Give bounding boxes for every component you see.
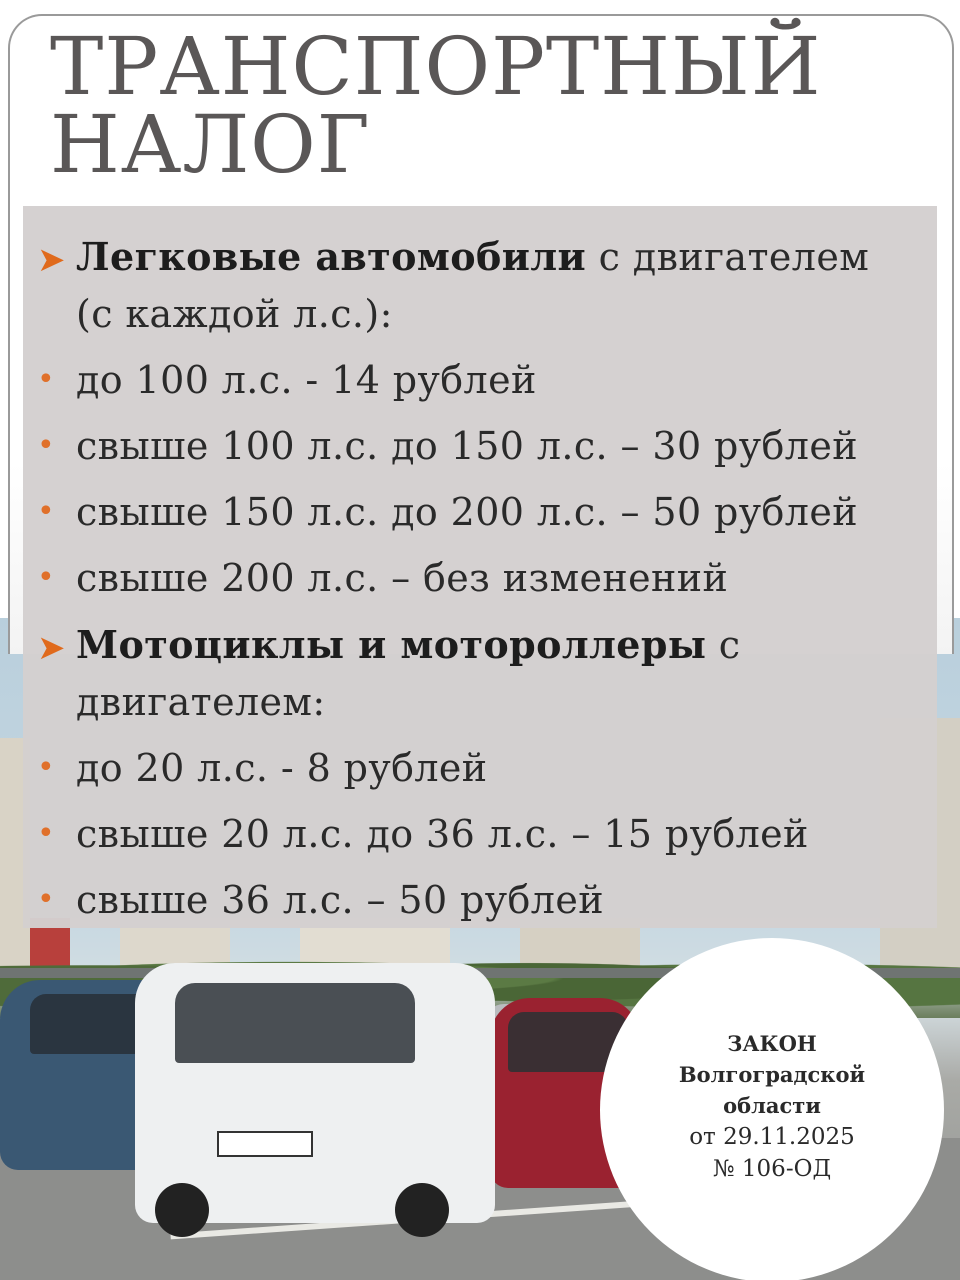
bullet-dot-icon: • — [37, 362, 56, 397]
heading-line2: (с каждой л.с.): — [76, 292, 393, 336]
white-car — [135, 963, 495, 1223]
page-title — [50, 20, 910, 191]
title-line-2: НАЛОГ — [50, 98, 371, 191]
rate-text: свыше 20 л.с. до 36 л.с. – 15 рублей — [76, 812, 809, 856]
license-plate — [217, 1131, 313, 1157]
bullet-dot-icon: • — [37, 750, 56, 785]
heading-line2: двигателем: — [76, 680, 326, 724]
rate-text: свыше 36 л.с. – 50 рублей — [76, 878, 604, 922]
heading-rest: с — [706, 623, 741, 667]
tax-rates-box — [23, 206, 937, 928]
title-line-1: ТРАНСПОРТНЫЙ — [50, 20, 822, 113]
bullet-dot-icon: • — [37, 494, 56, 529]
bullet-dot-icon: • — [37, 560, 56, 595]
bullet-dot-icon: • — [37, 882, 56, 917]
law-number: № 106-ОД — [712, 1156, 832, 1182]
law-region: Волгоградской — [678, 1062, 866, 1087]
heading-bold: Легковые автомобили — [76, 234, 587, 279]
car-wheel — [155, 1183, 209, 1237]
rate-text: до 100 л.с. - 14 рублей — [76, 358, 537, 402]
arrow-bullet-icon: ➤ — [37, 240, 66, 280]
bullet-dot-icon: • — [37, 428, 56, 463]
heading-rest: с двигателем — [586, 235, 870, 279]
law-reference-circle — [600, 938, 944, 1280]
car-wheel — [395, 1183, 449, 1237]
rate-text: свыше 100 л.с. до 150 л.с. – 30 рублей — [76, 424, 858, 468]
rate-text: свыше 200 л.с. – без изменений — [76, 556, 729, 600]
law-title: ЗАКОН — [727, 1031, 817, 1056]
rate-text: до 20 л.с. - 8 рублей — [76, 746, 488, 790]
law-region-line2: области — [723, 1093, 821, 1118]
bullet-dot-icon: • — [37, 816, 56, 851]
law-date: от 29.11.2025 — [689, 1124, 855, 1150]
rate-text: свыше 150 л.с. до 200 л.с. – 50 рублей — [76, 490, 858, 534]
car-window — [175, 983, 415, 1063]
heading-bold: Мотоциклы и мотороллеры — [76, 622, 707, 667]
arrow-bullet-icon: ➤ — [37, 628, 66, 668]
